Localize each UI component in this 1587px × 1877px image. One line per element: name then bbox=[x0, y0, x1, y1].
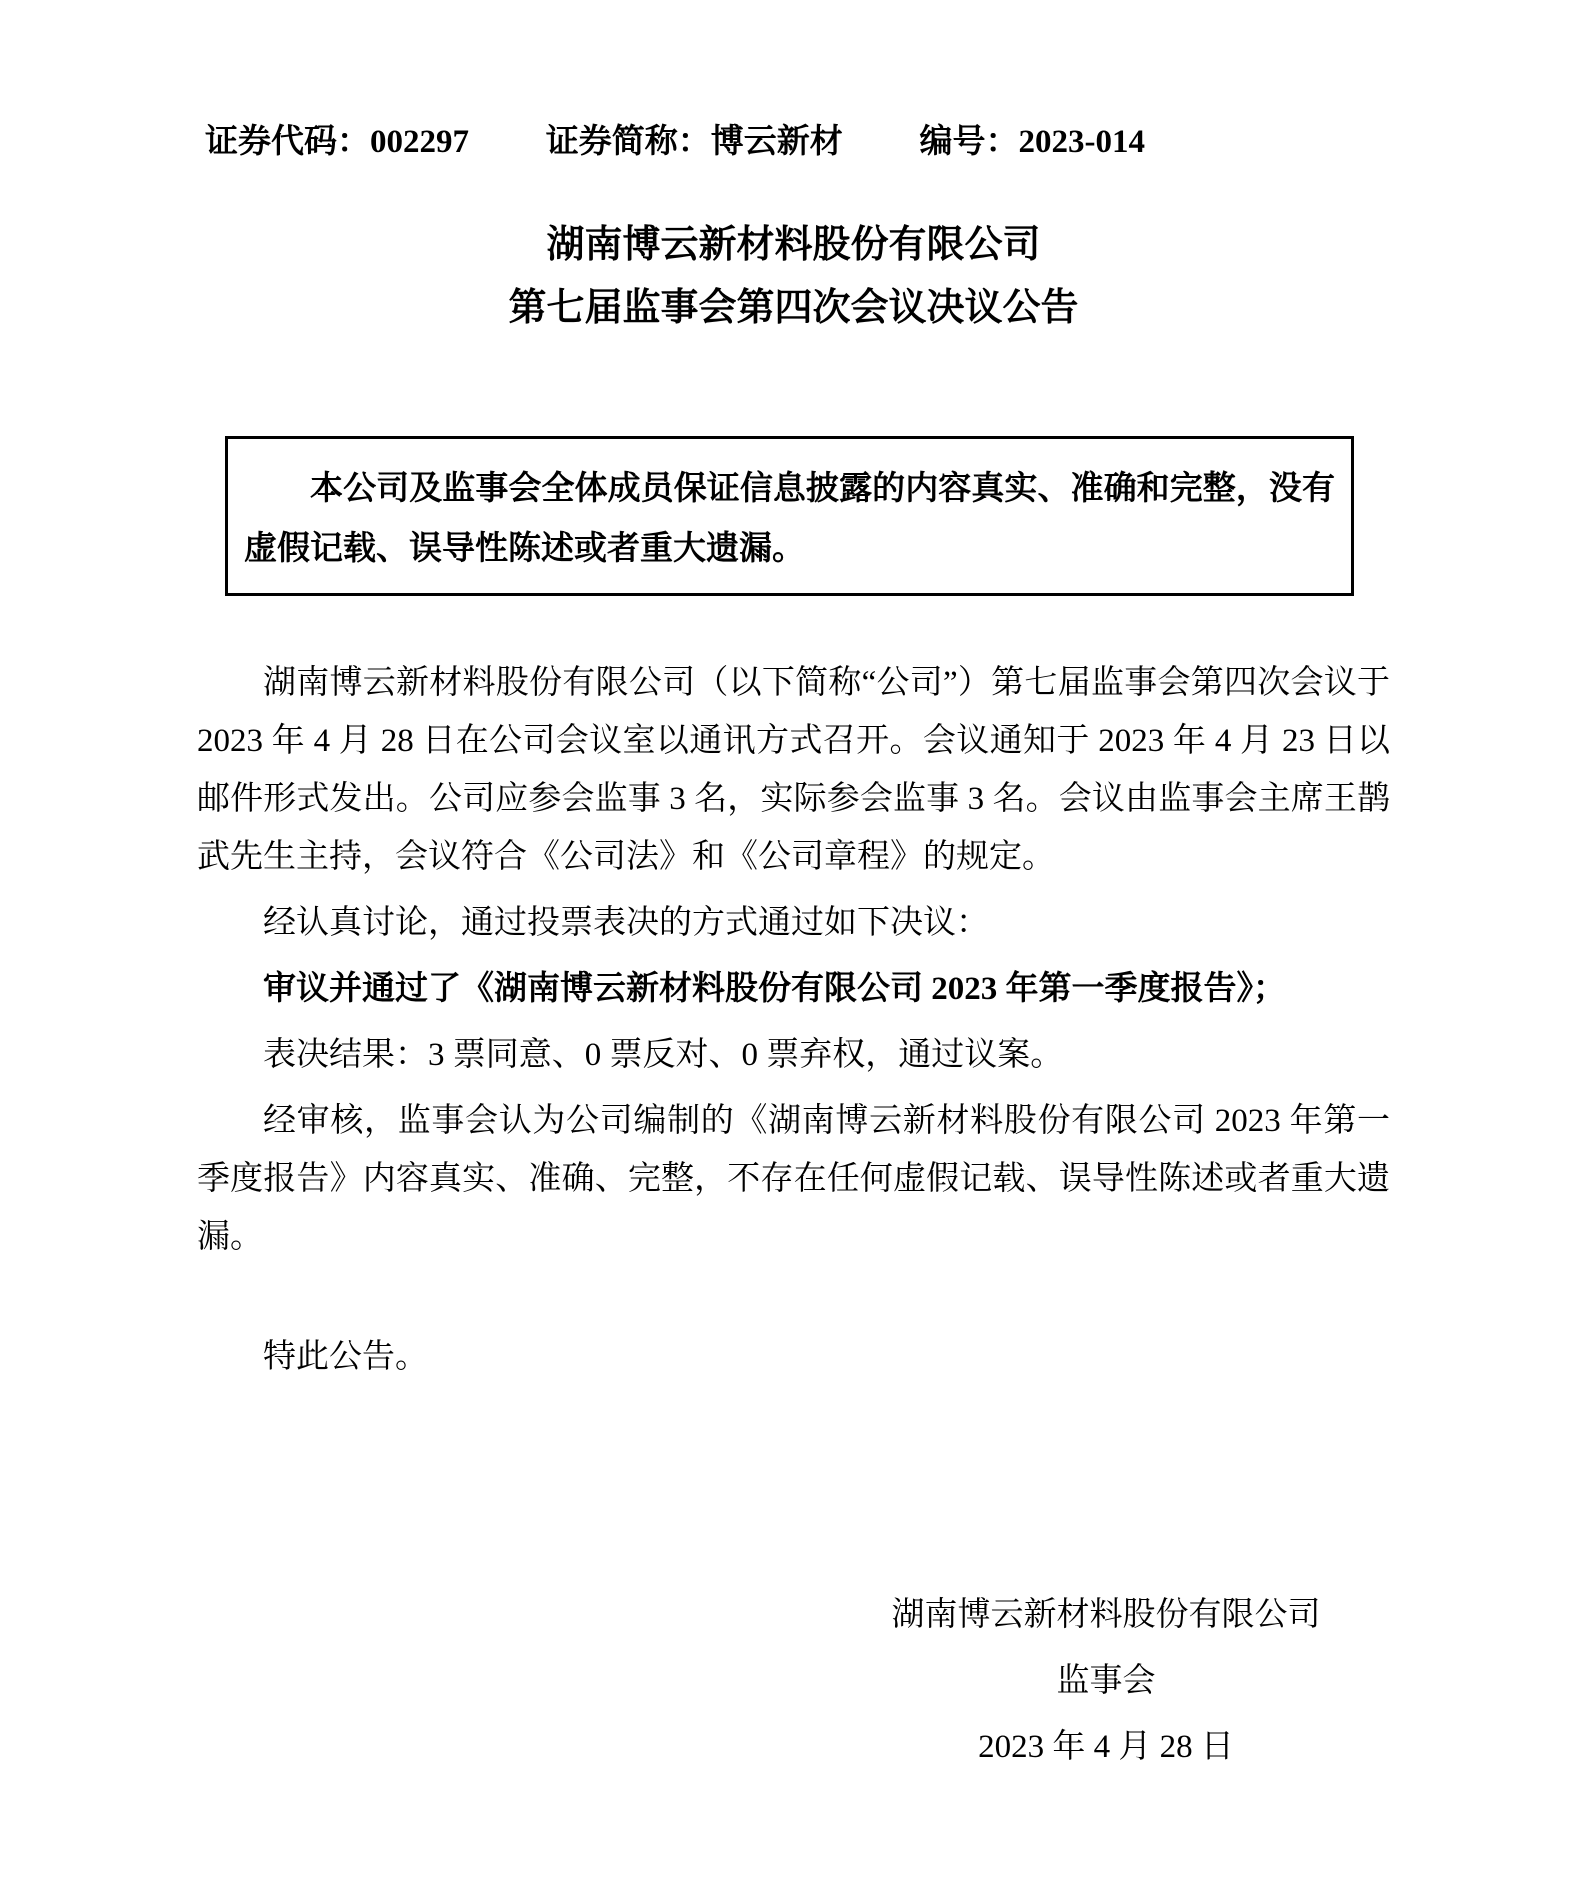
document-header bbox=[205, 122, 1145, 162]
disclaimer-box bbox=[225, 436, 1354, 596]
stock-abbr: 证券简称：博云新材 bbox=[545, 124, 843, 160]
paragraph-resolution-intro: 经认真讨论，通过投票表决的方式通过如下决议： bbox=[263, 905, 989, 941]
document-title bbox=[197, 214, 1390, 340]
document-body bbox=[197, 654, 1390, 1386]
signature-company: 湖南博云新材料股份有限公司 bbox=[891, 1597, 1321, 1633]
paragraph-meeting-info: 湖南博云新材料股份有限公司（以下简称“公司”）第七届监事会第四次会议于 2023 年 4 月 28 日在公司会议室以通讯方式召开。会议通知于 2023 年 4 月 23 日以邮件形式发出。公司应参会监事 3 名，实际参会监事 3 名。会议由监事会主席王鹊武先生主持，会议符合《公司法》和《公司章程》的规定。 bbox=[197, 665, 1390, 875]
signature-block bbox=[886, 1582, 1326, 1780]
signature-date: 2023 年 4 月 28 日 bbox=[978, 1729, 1234, 1765]
disclaimer-text: 本公司及监事会全体成员保证信息披露的内容真实、准确和完整，没有虚假记载、误导性陈述或者重大遗漏。 bbox=[244, 471, 1335, 567]
signature-department: 监事会 bbox=[1056, 1663, 1156, 1699]
paragraph-closing: 特此公告。 bbox=[263, 1339, 428, 1375]
stock-code: 证券代码：002297 bbox=[205, 124, 469, 160]
paragraph-review-opinion: 经审核，监事会认为公司编制的《湖南博云新材料股份有限公司 2023 年第一季度报告》内容真实、准确、完整，不存在任何虚假记载、误导性陈述或者重大遗漏。 bbox=[197, 1103, 1390, 1255]
paragraph-resolution-item: 审议并通过了《湖南博云新材料股份有限公司 2023 年第一季度报告》； bbox=[263, 971, 1286, 1007]
paragraph-vote-result: 表决结果：3 票同意、0 票反对、0 票弃权，通过议案。 bbox=[263, 1037, 1064, 1073]
doc-number: 编号：2023-014 bbox=[919, 124, 1145, 160]
company-name-title: 湖南博云新材料股份有限公司 bbox=[546, 224, 1041, 266]
announcement-title: 第七届监事会第四次会议决议公告 bbox=[508, 287, 1079, 329]
